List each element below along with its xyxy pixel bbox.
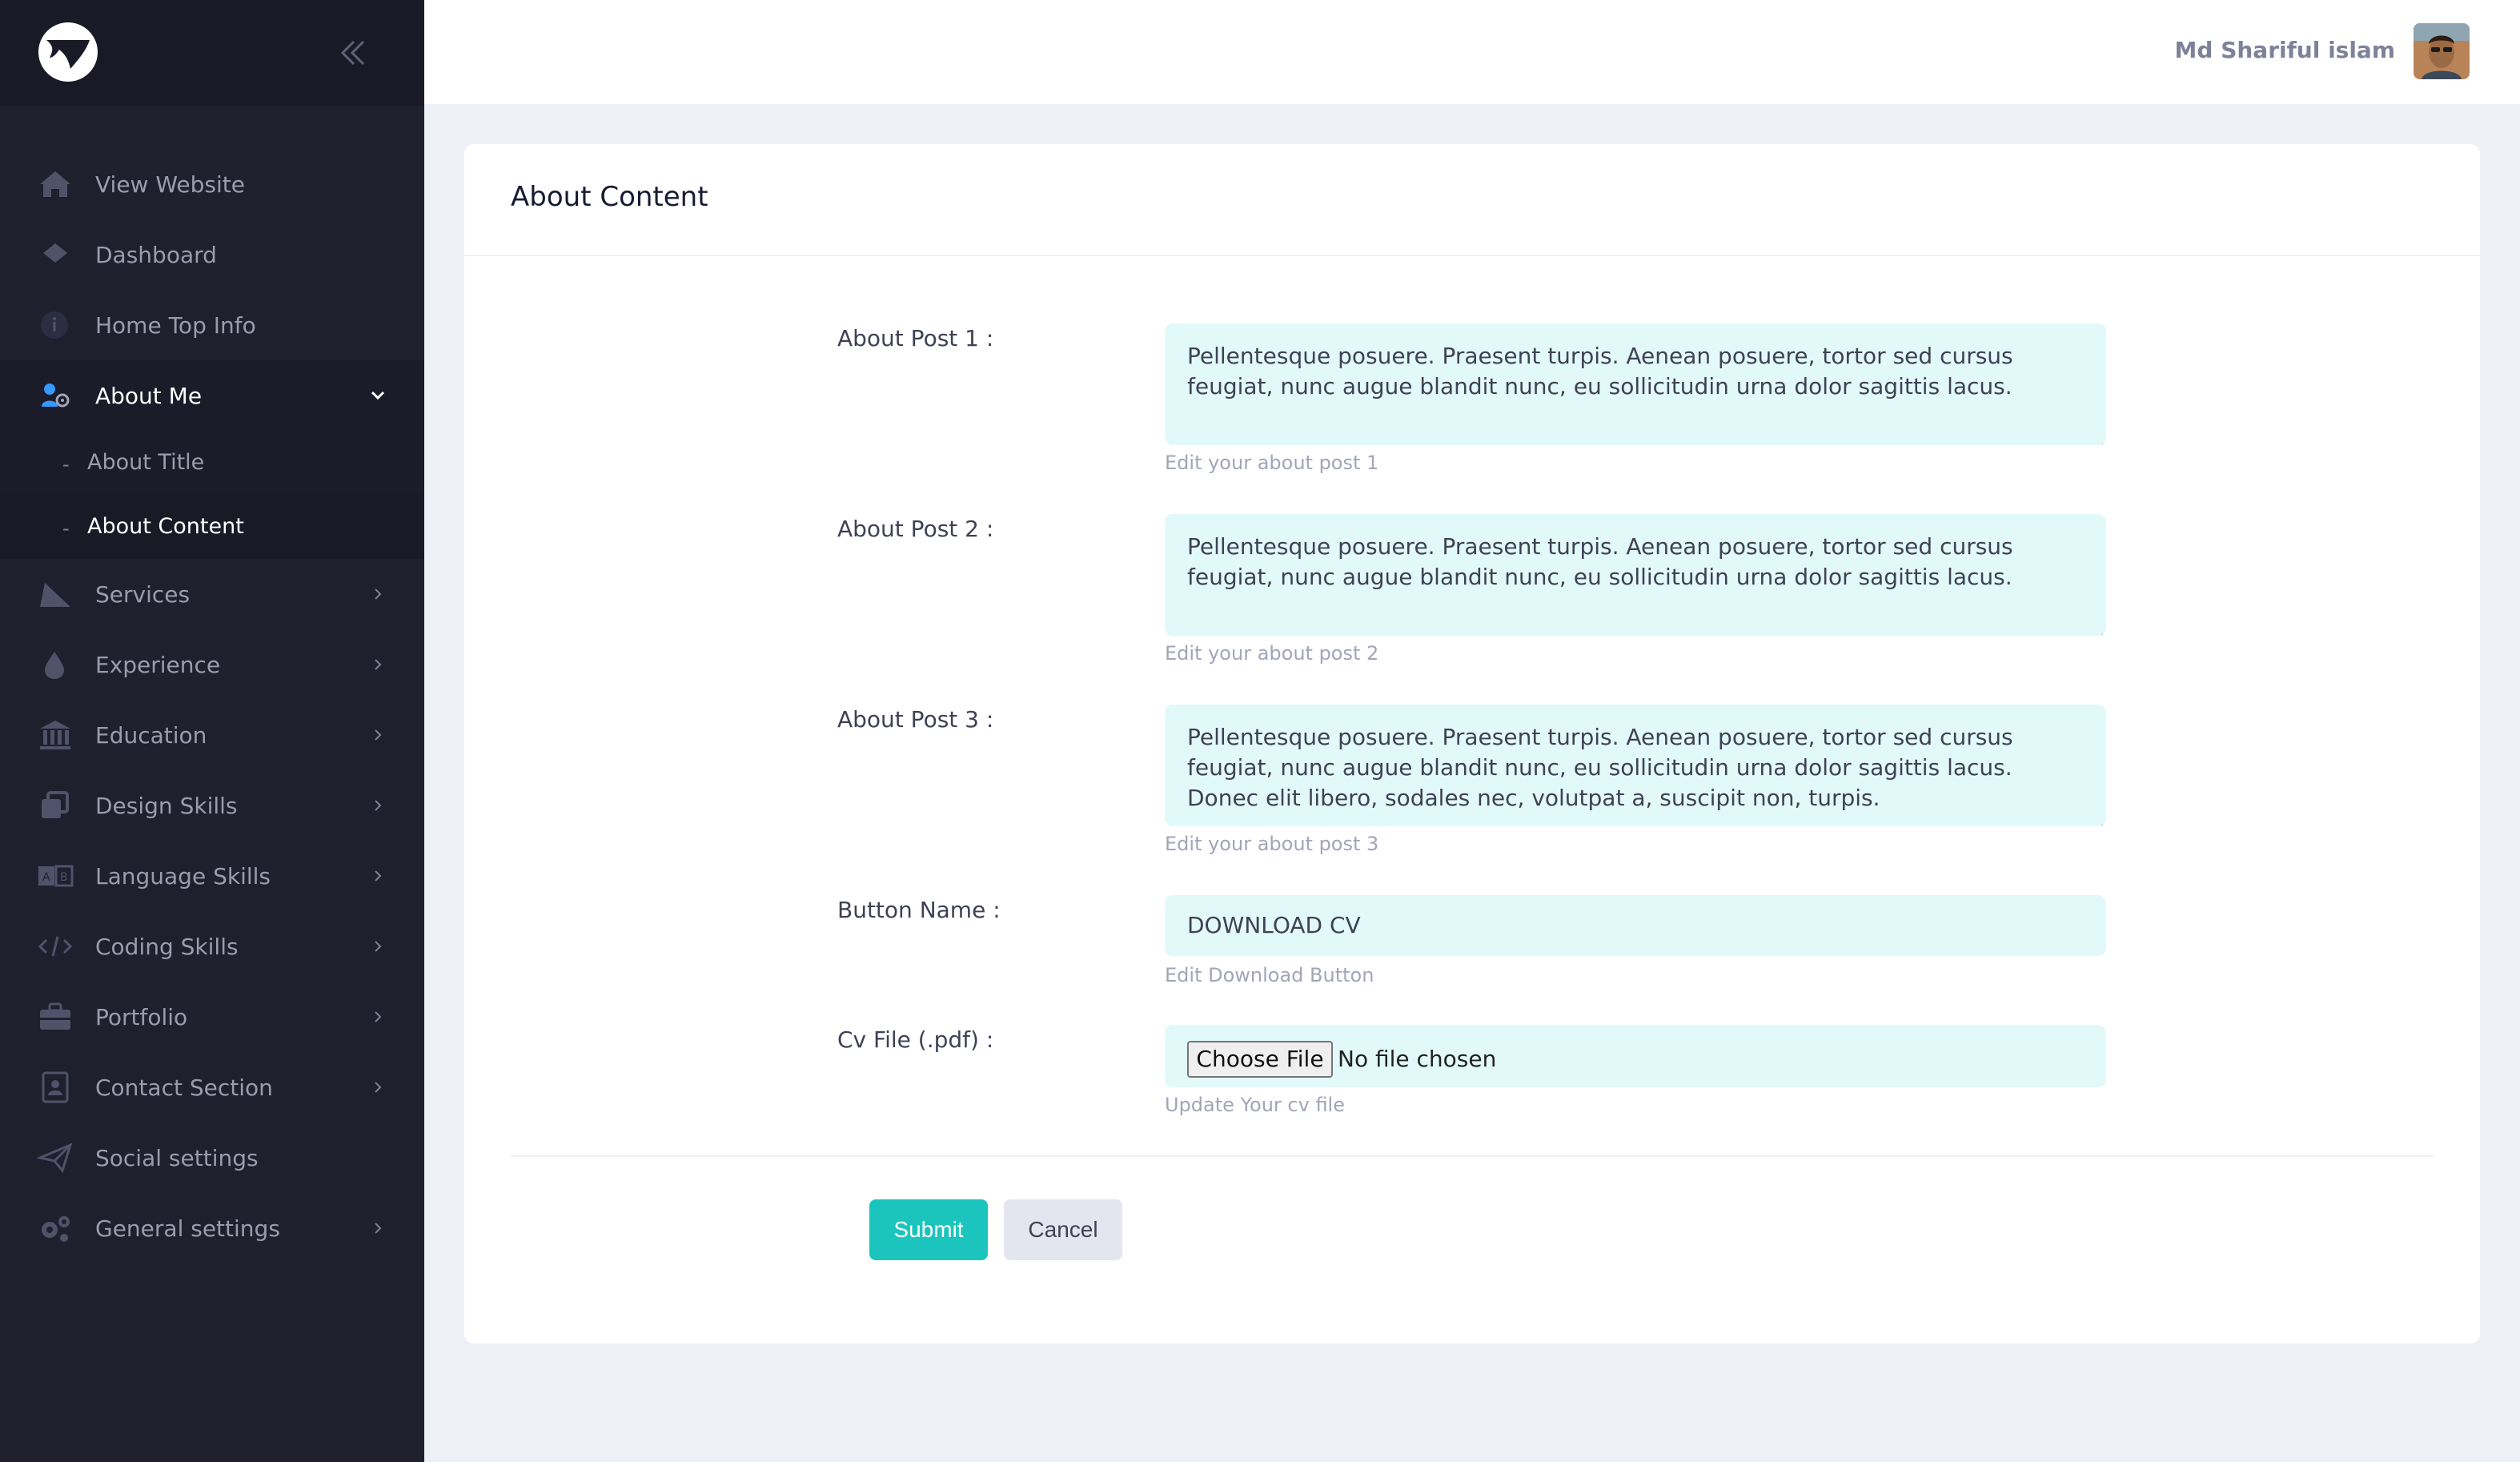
sidebar-item-dashboard[interactable] (0, 219, 424, 290)
sidebar-item-label: Social settings (95, 1144, 259, 1171)
about-post-1-help: Edit your about post 1 (1165, 452, 1379, 474)
sidebar-item-label: Coding Skills (95, 933, 239, 960)
sidebar-item-label: Language Skills (95, 862, 271, 890)
chevron-right-icon (368, 865, 387, 887)
bullet-dash: - (62, 453, 70, 476)
user-gear-icon (37, 380, 74, 412)
sidebar-item-experience[interactable] (0, 629, 424, 700)
sidebar-item-services[interactable] (0, 559, 424, 629)
diamond-icon (37, 239, 74, 271)
sidebar-subitem-about-content[interactable] (0, 495, 424, 559)
sidebar-item-label: Home Top Info (95, 311, 256, 339)
svg-text:A: A (42, 871, 50, 884)
about-post-3-label: About Post 3 : (837, 706, 994, 733)
svg-text:B: B (60, 871, 68, 884)
bullet-dash: - (62, 517, 70, 540)
sidebar-item-home-top-info[interactable] (0, 290, 424, 360)
about-post-2-textarea[interactable] (1165, 514, 2106, 636)
gears-icon (37, 1212, 74, 1244)
cv-file-label: Cv File (.pdf) : (837, 1026, 994, 1053)
sidebar-item-label: Services (95, 580, 191, 608)
avatar[interactable] (2414, 23, 2470, 79)
about-post-2-label: About Post 2 : (837, 516, 994, 542)
sidebar-item-education[interactable] (0, 700, 424, 770)
sidebar-subitem-label: About Title (87, 450, 205, 475)
sidebar-item-about-me[interactable] (0, 360, 424, 431)
top-header (424, 0, 2520, 104)
sidebar-subitem-label: About Content (87, 514, 244, 539)
services-icon (37, 578, 74, 610)
contact-icon (37, 1071, 74, 1103)
chevron-right-icon (368, 583, 387, 605)
about-post-2-value: Pellentesque posuere. Praesent turpis. Aenean posuere, tortor sed cursus feugiat, nunc augue blandit nunc, eu sollicitudin urna dolor sagittis lacus. (1187, 533, 2013, 590)
sidebar-item-portfolio[interactable] (0, 982, 424, 1052)
sidebar-item-label: View Website (95, 171, 245, 198)
briefcase-icon (37, 1001, 74, 1033)
about-post-3-textarea[interactable] (1165, 705, 2106, 826)
home-icon (37, 168, 74, 200)
sidebar-item-label: Experience (95, 651, 221, 678)
sidebar-item-label: Portfolio (95, 1003, 188, 1030)
bank-icon (37, 719, 74, 751)
sidebar-menu (0, 149, 424, 1263)
page-title: About Content (511, 181, 708, 213)
button-name-label: Button Name : (837, 897, 1001, 923)
sidebar-item-language-skills[interactable] (0, 841, 424, 911)
choose-file-button[interactable]: Choose File (1187, 1041, 1333, 1078)
resize-handle-icon[interactable] (2092, 431, 2105, 444)
logo[interactable] (38, 22, 98, 82)
sidebar-item-label: Education (95, 721, 207, 749)
resize-handle-icon[interactable] (2092, 812, 2105, 825)
sidebar-item-view-website[interactable] (0, 149, 424, 219)
chevron-right-icon (368, 794, 387, 817)
sidebar-item-general-settings[interactable] (0, 1193, 424, 1263)
drop-icon (37, 649, 74, 681)
sidebar (0, 0, 424, 1462)
about-post-2-help: Edit your about post 2 (1165, 642, 1379, 665)
design-icon (37, 789, 74, 821)
chevron-right-icon (368, 1006, 387, 1028)
resize-handle-icon[interactable] (2092, 621, 2105, 634)
sidebar-item-social-settings[interactable] (0, 1123, 424, 1193)
sidebar-item-coding-skills[interactable] (0, 911, 424, 982)
button-name-help: Edit Download Button (1165, 964, 1374, 986)
sidebar-item-label: Contact Section (95, 1074, 273, 1101)
code-icon (37, 930, 74, 962)
user-name[interactable]: Md Shariful islam (2174, 37, 2395, 63)
sidebar-item-label: General settings (95, 1215, 280, 1242)
chevron-right-icon (368, 935, 387, 958)
collapse-sidebar-icon[interactable] (335, 35, 373, 70)
button-name-input[interactable]: DOWNLOAD CV (1165, 895, 2106, 956)
sidebar-item-design-skills[interactable] (0, 770, 424, 841)
chevron-right-icon (368, 724, 387, 746)
language-icon (37, 860, 74, 892)
about-post-1-textarea[interactable] (1165, 323, 2106, 445)
about-me-submenu (0, 431, 424, 559)
chevron-down-icon (368, 384, 387, 407)
sidebar-item-contact-section[interactable] (0, 1052, 424, 1123)
chevron-right-icon (368, 1217, 387, 1239)
submit-button[interactable]: Submit (869, 1199, 988, 1260)
cv-file-input[interactable] (1165, 1025, 2106, 1087)
sidebar-item-label: Design Skills (95, 792, 238, 819)
send-icon (37, 1142, 74, 1174)
about-post-3-value: Pellentesque posuere. Praesent turpis. Aenean posuere, tortor sed cursus feugiat, nunc augue blandit nunc, eu sollicitudin urna dolor sagittis lacus. Donec elit libero, sodales nec, volutpat a, suscipit non, turpis. (1187, 724, 2013, 811)
card-header (464, 144, 2480, 256)
info-icon (37, 309, 74, 341)
sidebar-subitem-about-title[interactable] (0, 431, 424, 495)
about-post-1-value: Pellentesque posuere. Praesent turpis. Aenean posuere, tortor sed cursus feugiat, nunc augue blandit nunc, eu sollicitudin urna dolor sagittis lacus. (1187, 343, 2013, 400)
sidebar-item-label: About Me (95, 382, 203, 409)
about-post-1-label: About Post 1 : (837, 325, 994, 351)
sidebar-item-label: Dashboard (95, 241, 217, 268)
sidebar-brand (0, 0, 424, 106)
chevron-right-icon (368, 653, 387, 676)
cv-file-help: Update Your cv file (1165, 1094, 1345, 1116)
about-post-3-help: Edit your about post 3 (1165, 833, 1379, 855)
chevron-right-icon (368, 1076, 387, 1099)
cancel-button[interactable]: Cancel (1004, 1199, 1122, 1260)
form-divider (511, 1155, 2434, 1157)
file-status: No file chosen (1338, 1046, 1497, 1072)
